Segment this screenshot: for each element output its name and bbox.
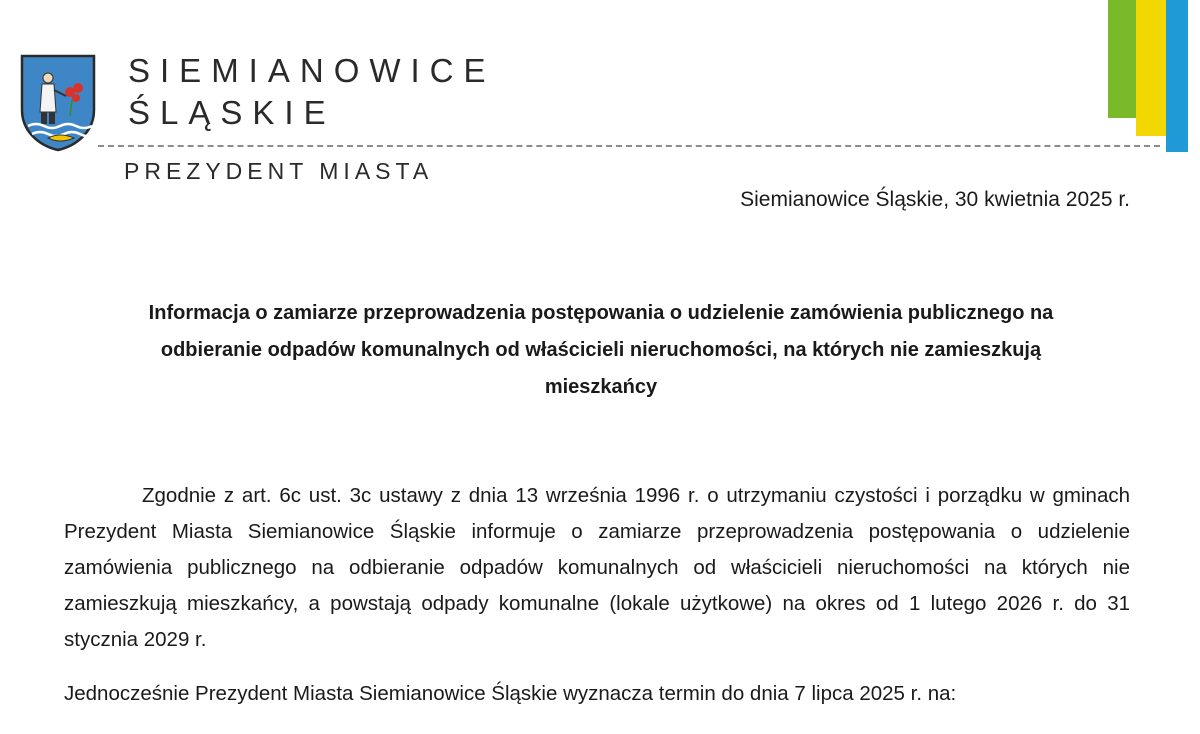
title-line-1: Informacja o zamiarze przeprowadzenia postępowania o udzielenie zamówienia publicznego na bbox=[148, 302, 1054, 324]
stripe-green bbox=[1108, 0, 1136, 118]
closing-paragraph: Jednocześnie Prezydent Miasta Siemianowice Śląskie wyznacza termin do dnia 7 lipca 2025 r. na: bbox=[64, 682, 957, 705]
coat-of-arms-icon bbox=[18, 52, 98, 152]
document-date: Siemianowice Śląskie, 30 kwietnia 2025 r. bbox=[740, 188, 1130, 211]
stripe-yellow bbox=[1136, 0, 1166, 136]
letterhead-divider bbox=[98, 145, 1160, 147]
stripe-blue bbox=[1166, 0, 1188, 152]
paragraph-1-text: Zgodnie z art. 6c ust. 3c ustawy z dnia 13 września 1996 r. o utrzymaniu czystości i porządku w gminach Prezydent Miasta Siemianowice Śląskie informuje o zamiarze przeprowadzenia postępowania o udzielenie zamówienia publicznego na odbieranie odpadów komunalnych od właścicieli nieruchomości na których nie zamieszkują mieszkańcy, a powstają odpady komunalne (lokale użytkowe) na okres od 1 lutego 2026 r. do 31 stycznia 2029 r. bbox=[64, 484, 1130, 651]
title-line-2: odbieranie odpadów komunalnych od właścicieli nieruchomości, na których nie zamieszkują bbox=[160, 339, 1042, 361]
body-paragraph bbox=[64, 478, 1130, 658]
city-name-line-2: ŚLĄSKIE bbox=[128, 94, 336, 131]
brand-stripes bbox=[1108, 0, 1200, 152]
title-line-3: mieszkańcy bbox=[544, 376, 658, 398]
office-title: PREZYDENT MIASTA bbox=[124, 158, 434, 184]
city-name-line-1: SIEMIANOWICE bbox=[128, 52, 496, 89]
document-title bbox=[70, 295, 1132, 406]
